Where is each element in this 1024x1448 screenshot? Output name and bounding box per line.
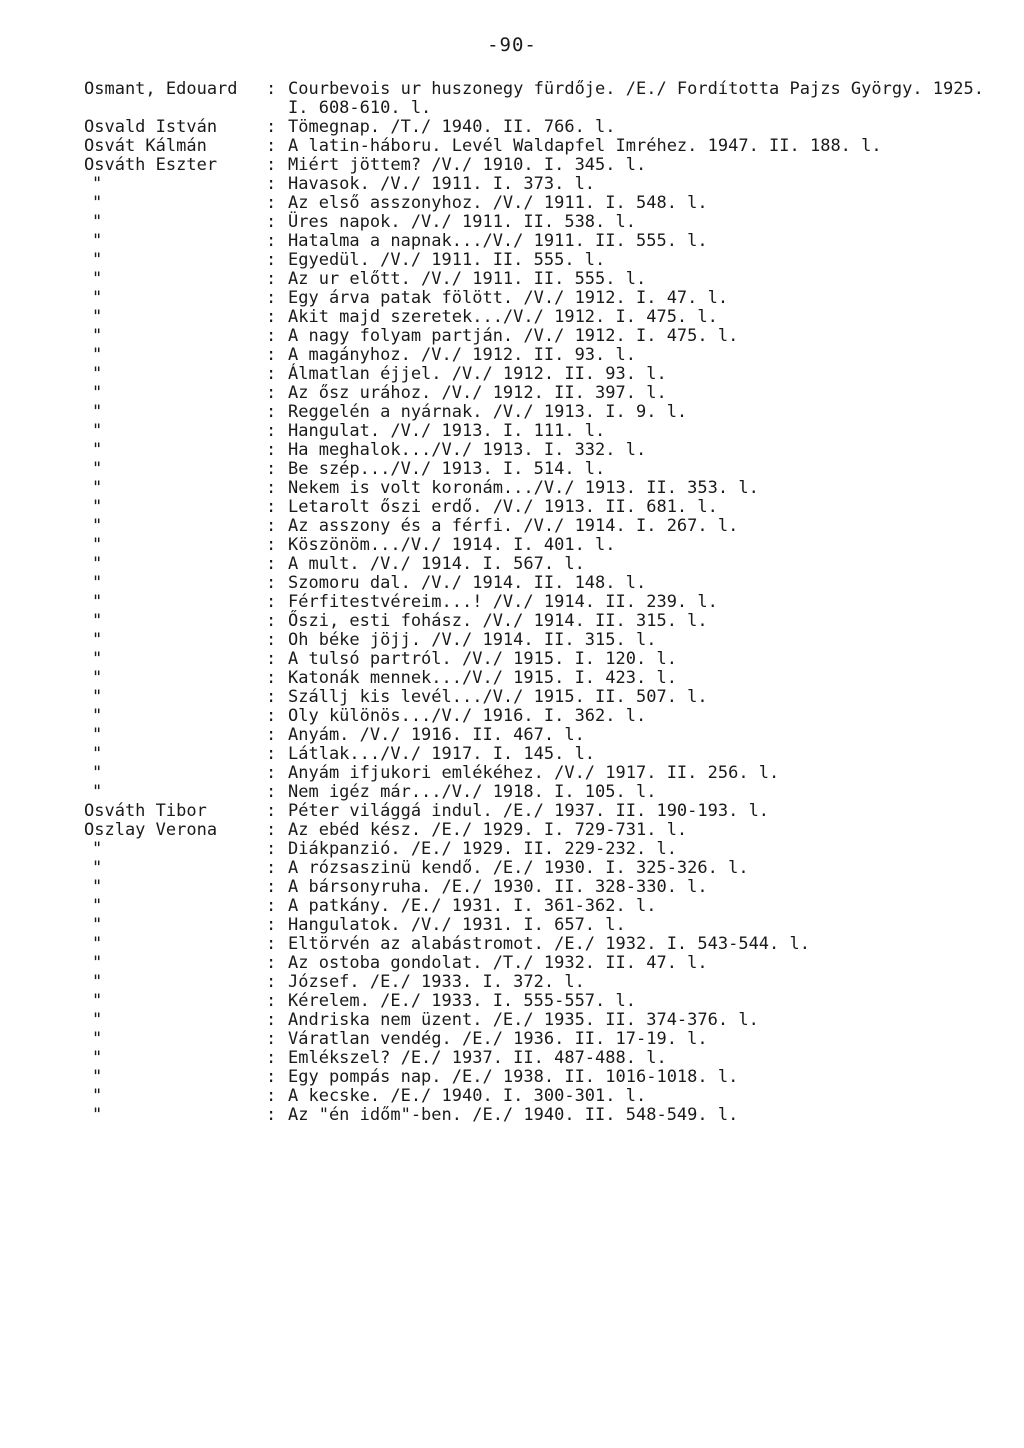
ditto-mark: ": [92, 497, 103, 517]
work-citation: Anyám. /V./ 1916. II. 467. l.: [288, 725, 585, 745]
bibliography-entry: [84, 403, 984, 422]
separator-colon: :: [266, 1086, 277, 1106]
work-citation: Katonák mennek.../V./ 1915. I. 423. l.: [288, 668, 677, 688]
bibliography-entry: [84, 745, 984, 764]
ditto-mark: ": [92, 1086, 103, 1106]
separator-colon: :: [266, 79, 277, 99]
separator-colon: :: [266, 117, 277, 137]
ditto-mark: ": [92, 649, 103, 669]
bibliography-entry: [84, 840, 984, 859]
separator-colon: :: [266, 763, 277, 783]
work-citation: Váratlan vendég. /E./ 1936. II. 17-19. l.: [288, 1029, 708, 1049]
work-citation: Köszönöm.../V./ 1914. I. 401. l.: [288, 535, 616, 555]
ditto-mark: ": [92, 744, 103, 764]
ditto-mark: ": [92, 991, 103, 1011]
work-citation: Hangulatok. /V./ 1931. I. 657. l.: [288, 915, 626, 935]
bibliography-entry: [84, 251, 984, 270]
work-citation: Egy pompás nap. /E./ 1938. II. 1016-1018. l.: [288, 1067, 739, 1087]
bibliography-entry: [84, 821, 984, 840]
work-citation: Az ostoba gondolat. /T./ 1932. II. 47. l.: [288, 953, 708, 973]
work-citation: Az ur előtt. /V./ 1911. II. 555. l.: [288, 269, 647, 289]
separator-colon: :: [266, 440, 277, 460]
ditto-mark: ": [92, 896, 103, 916]
bibliography-entry: [84, 593, 984, 612]
separator-colon: :: [266, 915, 277, 935]
work-citation: Oh béke jöjj. /V./ 1914. II. 315. l.: [288, 630, 657, 650]
work-citation: Be szép.../V./ 1913. I. 514. l.: [288, 459, 606, 479]
separator-colon: :: [266, 592, 277, 612]
ditto-mark: ": [92, 307, 103, 327]
work-citation: Courbevois ur huszonegy fürdője. /E./ Fordította Pajzs György. 1925. I. 608-610. l.: [288, 79, 995, 118]
separator-colon: :: [266, 668, 277, 688]
separator-colon: :: [266, 1067, 277, 1087]
ditto-mark: ": [92, 174, 103, 194]
work-citation: A tulsó partról. /V./ 1915. I. 120. l.: [288, 649, 677, 669]
work-citation: József. /E./ 1933. I. 372. l.: [288, 972, 585, 992]
work-citation: Hangulat. /V./ 1913. I. 111. l.: [288, 421, 606, 441]
ditto-mark: ": [92, 478, 103, 498]
bibliography-list: [84, 79, 995, 1125]
work-citation: A rózsaszinü kendő. /E./ 1930. I. 325-326. l.: [288, 858, 749, 878]
ditto-mark: ": [92, 953, 103, 973]
separator-colon: :: [266, 896, 277, 916]
work-citation: A kecske. /E./ 1940. I. 300-301. l.: [288, 1086, 647, 1106]
ditto-mark: ": [92, 516, 103, 536]
ditto-mark: ": [92, 972, 103, 992]
separator-colon: :: [266, 991, 277, 1011]
separator-colon: :: [266, 820, 277, 840]
separator-colon: :: [266, 421, 277, 441]
bibliography-entry: [84, 194, 984, 213]
bibliography-entry: [84, 992, 984, 1011]
bibliography-entry: [84, 612, 984, 631]
separator-colon: :: [266, 535, 277, 555]
separator-colon: :: [266, 934, 277, 954]
author-name: Osmant, Edouard: [84, 79, 238, 99]
work-citation: Üres napok. /V./ 1911. II. 538. l.: [288, 212, 636, 232]
work-citation: Az első asszonyhoz. /V./ 1911. I. 548. l.: [288, 193, 708, 213]
bibliography-entry: [84, 384, 984, 403]
bibliography-entry: [84, 935, 984, 954]
work-citation: A nagy folyam partján. /V./ 1912. I. 475. l.: [288, 326, 739, 346]
separator-colon: :: [266, 839, 277, 859]
bibliography-entry: [84, 916, 984, 935]
separator-colon: :: [266, 953, 277, 973]
bibliography-entry: [84, 555, 984, 574]
ditto-mark: ": [92, 630, 103, 650]
ditto-mark: ": [92, 345, 103, 365]
ditto-mark: ": [92, 250, 103, 270]
separator-colon: :: [266, 212, 277, 232]
ditto-mark: ": [92, 459, 103, 479]
ditto-mark: ": [92, 763, 103, 783]
separator-colon: :: [266, 782, 277, 802]
bibliography-entry: [84, 1087, 984, 1106]
ditto-mark: ": [92, 1048, 103, 1068]
bibliography-entry: [84, 1030, 984, 1049]
work-citation: Akit majd szeretek.../V./ 1912. I. 475. l.: [288, 307, 718, 327]
separator-colon: :: [266, 744, 277, 764]
ditto-mark: ": [92, 421, 103, 441]
separator-colon: :: [266, 174, 277, 194]
ditto-mark: ": [92, 915, 103, 935]
separator-colon: :: [266, 630, 277, 650]
bibliography-entry: [84, 175, 984, 194]
ditto-mark: ": [92, 269, 103, 289]
separator-colon: :: [266, 801, 277, 821]
separator-colon: :: [266, 611, 277, 631]
bibliography-entry: [84, 726, 984, 745]
work-citation: A patkány. /E./ 1931. I. 361-362. l.: [288, 896, 657, 916]
bibliography-entry: [84, 859, 984, 878]
ditto-mark: ": [92, 231, 103, 251]
bibliography-entry: [84, 650, 984, 669]
bibliography-entry: [84, 802, 984, 821]
separator-colon: :: [266, 573, 277, 593]
bibliography-entry: [84, 270, 984, 289]
separator-colon: :: [266, 478, 277, 498]
bibliography-entry: [84, 156, 984, 175]
ditto-mark: ": [92, 877, 103, 897]
separator-colon: :: [266, 459, 277, 479]
ditto-mark: ": [92, 383, 103, 403]
ditto-mark: ": [92, 725, 103, 745]
work-citation: A bársonyruha. /E./ 1930. II. 328-330. l.: [288, 877, 708, 897]
separator-colon: :: [266, 1029, 277, 1049]
separator-colon: :: [266, 383, 277, 403]
author-name: Osvát Kálmán: [84, 136, 207, 156]
separator-colon: :: [266, 269, 277, 289]
work-citation: Nekem is volt koronám.../V./ 1913. II. 353. l.: [288, 478, 759, 498]
work-citation: Látlak.../V./ 1917. I. 145. l.: [288, 744, 596, 764]
separator-colon: :: [266, 155, 277, 175]
author-name: Osvald István: [84, 117, 218, 137]
work-citation: Anyám ifjukori emlékéhez. /V./ 1917. II. 256. l.: [288, 763, 780, 783]
work-citation: Az ebéd kész. /E./ 1929. I. 729-731. l.: [288, 820, 688, 840]
bibliography-entry: [84, 498, 984, 517]
separator-colon: :: [266, 1010, 277, 1030]
work-citation: Az "én időm"-ben. /E./ 1940. II. 548-549. l.: [288, 1105, 739, 1125]
ditto-mark: ": [92, 1010, 103, 1030]
work-citation: A magányhoz. /V./ 1912. II. 93. l.: [288, 345, 636, 365]
separator-colon: :: [266, 288, 277, 308]
bibliography-entry: [84, 688, 984, 707]
bibliography-entry: [84, 1011, 984, 1030]
separator-colon: :: [266, 858, 277, 878]
work-citation: Péter világgá indul. /E./ 1937. II. 190-193. l.: [288, 801, 770, 821]
separator-colon: :: [266, 497, 277, 517]
ditto-mark: ": [92, 212, 103, 232]
separator-colon: :: [266, 193, 277, 213]
bibliography-entry: [84, 1068, 984, 1087]
ditto-mark: ": [92, 687, 103, 707]
bibliography-entry: [84, 308, 984, 327]
bibliography-entry: [84, 213, 984, 232]
separator-colon: :: [266, 231, 277, 251]
work-citation: Nem igéz már.../V./ 1918. I. 105. l.: [288, 782, 657, 802]
ditto-mark: ": [92, 1105, 103, 1125]
bibliography-entry: [84, 79, 995, 118]
bibliography-entry: [84, 327, 984, 346]
ditto-mark: ": [92, 1029, 103, 1049]
bibliography-entry: [84, 441, 984, 460]
separator-colon: :: [266, 136, 277, 156]
ditto-mark: ": [92, 934, 103, 954]
bibliography-entry: [84, 973, 984, 992]
work-citation: Miért jöttem? /V./ 1910. I. 345. l.: [288, 155, 647, 175]
separator-colon: :: [266, 1105, 277, 1125]
work-citation: Egy árva patak fölött. /V./ 1912. I. 47. l.: [288, 288, 729, 308]
work-citation: A mult. /V./ 1914. I. 567. l.: [288, 554, 585, 574]
work-citation: Hatalma a napnak.../V./ 1911. II. 555. l.: [288, 231, 708, 251]
ditto-mark: ": [92, 668, 103, 688]
work-citation: Őszi, esti fohász. /V./ 1914. II. 315. l.: [288, 611, 708, 631]
separator-colon: :: [266, 250, 277, 270]
work-citation: Emlékszel? /E./ 1937. II. 487-488. l.: [288, 1048, 667, 1068]
bibliography-entry: [84, 517, 984, 536]
separator-colon: :: [266, 687, 277, 707]
work-citation: Egyedül. /V./ 1911. II. 555. l.: [288, 250, 606, 270]
ditto-mark: ": [92, 326, 103, 346]
bibliography-entry: [84, 536, 984, 555]
separator-colon: :: [266, 402, 277, 422]
ditto-mark: ": [92, 440, 103, 460]
bibliography-entry: [84, 878, 984, 897]
bibliography-entry: [84, 954, 984, 973]
work-citation: Szállj kis levél.../V./ 1915. II. 507. l.: [288, 687, 708, 707]
ditto-mark: ": [92, 573, 103, 593]
ditto-mark: ": [92, 858, 103, 878]
ditto-mark: ": [92, 839, 103, 859]
separator-colon: :: [266, 877, 277, 897]
ditto-mark: ": [92, 611, 103, 631]
work-citation: Andriska nem üzent. /E./ 1935. II. 374-376. l.: [288, 1010, 759, 1030]
page-number: -90-: [487, 34, 537, 56]
work-citation: Eltörvén az alabástromot. /E./ 1932. I. 543-544. l.: [288, 934, 810, 954]
separator-colon: :: [266, 364, 277, 384]
bibliography-entry: [84, 365, 984, 384]
ditto-mark: ": [92, 193, 103, 213]
bibliography-entry: [84, 118, 984, 137]
ditto-mark: ": [92, 782, 103, 802]
work-citation: Az asszony és a férfi. /V./ 1914. I. 267. l.: [288, 516, 739, 536]
ditto-mark: ": [92, 535, 103, 555]
bibliography-entry: [84, 897, 984, 916]
bibliography-entry: [84, 137, 984, 156]
ditto-mark: ": [92, 364, 103, 384]
bibliography-entry: [84, 707, 984, 726]
work-citation: Reggelén a nyárnak. /V./ 1913. I. 9. l.: [288, 402, 688, 422]
ditto-mark: ": [92, 592, 103, 612]
separator-colon: :: [266, 706, 277, 726]
bibliography-entry: [84, 460, 984, 479]
bibliography-entry: [84, 631, 984, 650]
work-citation: Szomoru dal. /V./ 1914. II. 148. l.: [288, 573, 647, 593]
bibliography-entry: [84, 346, 984, 365]
work-citation: Havasok. /V./ 1911. I. 373. l.: [288, 174, 596, 194]
separator-colon: :: [266, 649, 277, 669]
author-name: Osváth Eszter: [84, 155, 218, 175]
separator-colon: :: [266, 554, 277, 574]
separator-colon: :: [266, 345, 277, 365]
work-citation: Kérelem. /E./ 1933. I. 555-557. l.: [288, 991, 636, 1011]
bibliography-entry: [84, 232, 984, 251]
bibliography-entry: [84, 783, 984, 802]
separator-colon: :: [266, 972, 277, 992]
work-citation: Diákpanzió. /E./ 1929. II. 229-232. l.: [288, 839, 677, 859]
bibliography-entry: [84, 1106, 984, 1125]
separator-colon: :: [266, 1048, 277, 1068]
ditto-mark: ": [92, 402, 103, 422]
ditto-mark: ": [92, 1067, 103, 1087]
work-citation: Álmatlan éjjel. /V./ 1912. II. 93. l.: [288, 364, 667, 384]
work-citation: A latin-háboru. Levél Waldapfel Imréhez. 1947. II. 188. l.: [288, 136, 882, 156]
bibliography-entry: [84, 574, 984, 593]
ditto-mark: ": [92, 706, 103, 726]
work-citation: Férfitestvéreim...! /V./ 1914. II. 239. l.: [288, 592, 718, 612]
author-name: Osváth Tibor: [84, 801, 207, 821]
separator-colon: :: [266, 516, 277, 536]
work-citation: Letarolt őszi erdő. /V./ 1913. II. 681. l.: [288, 497, 718, 517]
work-citation: Tömegnap. /T./ 1940. II. 766. l.: [288, 117, 616, 137]
bibliography-entry: [84, 422, 984, 441]
ditto-mark: ": [92, 288, 103, 308]
work-citation: Ha meghalok.../V./ 1913. I. 332. l.: [288, 440, 647, 460]
bibliography-entry: [84, 479, 984, 498]
separator-colon: :: [266, 326, 277, 346]
bibliography-entry: [84, 289, 984, 308]
author-name: Oszlay Verona: [84, 820, 218, 840]
ditto-mark: ": [92, 554, 103, 574]
work-citation: Oly különös.../V./ 1916. I. 362. l.: [288, 706, 647, 726]
bibliography-entry: [84, 669, 984, 688]
work-citation: Az ősz urához. /V./ 1912. II. 397. l.: [288, 383, 667, 403]
separator-colon: :: [266, 725, 277, 745]
bibliography-entry: [84, 764, 984, 783]
separator-colon: :: [266, 307, 277, 327]
bibliography-entry: [84, 1049, 984, 1068]
